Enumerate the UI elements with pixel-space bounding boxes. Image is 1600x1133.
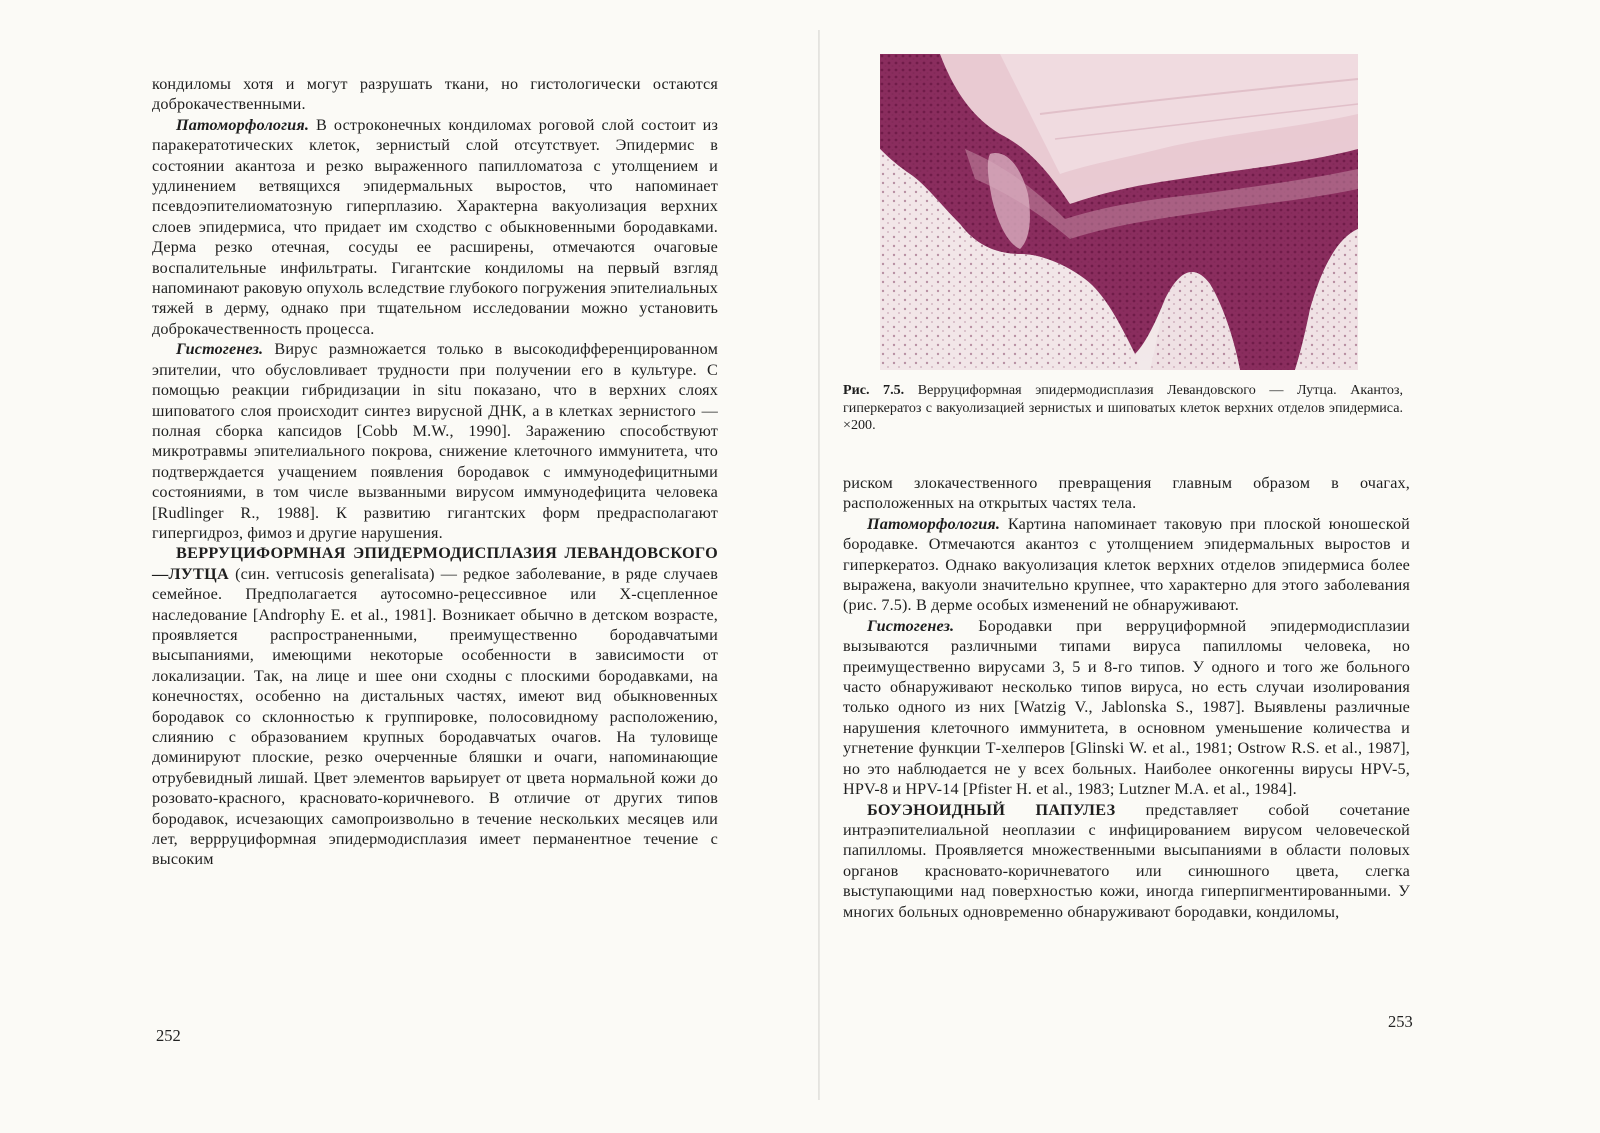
paragraph <box>152 74 718 115</box>
paragraph <box>843 616 1410 800</box>
paragraph <box>843 514 1410 616</box>
figure-label: Рис. 7.5. <box>843 382 905 398</box>
left-page-text <box>152 74 718 870</box>
paragraph <box>843 800 1410 922</box>
paragraph-text: Вирус размножается только в высокодифференцированном эпителии, что обусловливает трудности при получении его в культуре. С помощью реакции гибридизации in situ показано, что в верхних слоях шиповатого слоя происходит синтез вирусной ДНК, а в клетках зернистого — полная сборка капсидов [Cobb M.W., 1990]. Заражению способствуют микротравмы эпителиального покрова, снижение клеточного иммунитета, что подтверждается учащением появления бородавок с иммунодефицитными состояниями, в том числе вызванными вирусом иммунодефицита человека [Rudlinger R., 1988]. К развитию гигантских форм предрасполагают гипергидроз, фимоз и другие нарушения. <box>152 340 718 542</box>
runin-heading: Гистогенез. <box>176 340 264 359</box>
right-page-text <box>843 473 1410 922</box>
right-page <box>820 0 1600 1133</box>
paragraph <box>843 473 1410 514</box>
runin-heading: Патоморфология. <box>867 514 1001 533</box>
paragraph-text: Бородавки при верруциформной эпидермодисплазии вызываются различными типами вируса папилломы человека, но преимущественно вирусами 3, 5 и 8-го типов. У одного и того же больного часто обнаруживают несколько типов вируса, но есть случаи изолирования только одного из них [Watzig V., Jablonska S., 1987]. Выявлены различные нарушения клеточного иммунитета, в основном уменьшение количества и угнетение функции Т-хелперов [Glinski W. et al., 1981; Ostrow R.S. et al., 1987], но это наблюдается не у всех больных. Наиболее онкогенны вирусы HPV-5, HPV-8 и HPV-14 [Pfister H. et al., 1983; Lutzner M.A. et al., 1984]. <box>843 616 1410 799</box>
figure-caption <box>843 382 1403 435</box>
paragraph-text: Картина напоминает таковую при плоской юношеской бородавке. Отмечаются акантоз с утолщением эпидермальных выростов и гиперкератоз. Однако вакуолизация клеток верхних отделов эпидермиса более выражена, вакуоли значительно крупнее, что характерно для этого заболевания (рис. 7.5). В дерме особых изменений не обнаруживают. <box>843 514 1410 615</box>
micrograph-illustration <box>880 54 1358 370</box>
page-number: 252 <box>156 1026 181 1045</box>
section-heading: БОУЭНОИДНЫЙ ПАПУЛЕЗ <box>867 800 1116 819</box>
page-number: 253 <box>1388 1012 1413 1031</box>
paragraph-text: представляет собой сочетание интраэпителиальной неоплазии с инфицированием вирусом человеческой папилломы. Проявляется множественными высыпаниями в области половых органов красновато-коричневатого или синюшного цвета, слегка выступающими над поверхностью кожи, иногда гиперпигментированными. У многих больных одновременно обнаруживают бородавки, кондиломы, <box>843 800 1411 921</box>
paragraph-text: В остроконечных кондиломах роговой слой состоит из паракератотических клеток, зернистый слой отсутствует. Эпидермис в состоянии акантоза и резко выраженного папилломатоза с утолщением и удлинением ветвящихся эпидермальных выростов, что напоминает псевдоэпителиоматозную гиперплазию. Характерна вакуолизация верхних слоев эпидермиса, что придает им сходство с обыкновенными бородавками. Дерма резко отечная, сосуды ее расширены, отмечаются очаговые воспалительные инфильтраты. Гигантские кондиломы на первый взгляд напоминают раковую опухоль вследствие глубокого погружения эпителиальных тяжей в дерму, однако при тщательном исследовании можно установить доброкачественность процесса. <box>152 115 718 338</box>
paragraph <box>152 115 718 339</box>
runin-heading: Гистогенез. <box>867 616 955 635</box>
section-heading: ВЕРРУЦИФОРМНАЯ ЭПИДЕРМОДИСПЛАЗИЯ ЛЕВАНДОВСКОГО—ЛУТЦА <box>152 544 718 583</box>
paragraph-text: (син. verrucosis generalisata) — редкое заболевание, в ряде случаев семейное. Предполагается аутосомно-рецессивное или Х-сцепленное наследование [Androphy E. et al., 1981]. Возникает обычно в детском возрасте, проявляется распространенными, преимущественно бородавчатыми высыпаниями, имеющими некоторые особенности в зависимости от локализации. Так, на лице и шее они сходны с плоскими бородавками, на конечностях, особенно на дистальных частях, имеют вид обыкновенных бородавок со склонностью к группировке, полосовидному расположению, слиянию с образованием крупных бородавчатых очагов. На туловище доминируют плоские, резко очерченные бляшки и очаги, напоминающие отрубевидный лишай. Цвет элементов варьирует от цвета нормальной кожи до розовато-красного, красновато-коричневого. В отличие от других типов бородавок, исчезающих самопроизвольно в течение нескольких месяцев или лет, веррруциформная эпидермодисплазия имеет перманентное течение с высоким <box>152 564 718 869</box>
paragraph-text: риском злокачественного превращения главным образом в очагах, расположенных на открытых частях тела. <box>843 474 1410 513</box>
paragraph <box>152 543 718 870</box>
paragraph <box>152 339 718 543</box>
histology-micrograph <box>880 54 1358 370</box>
paragraph-text: кондиломы хотя и могут разрушать ткани, но гистологически остаются доброкачественными. <box>152 75 718 114</box>
runin-heading: Патоморфология. <box>176 115 310 134</box>
figure-caption-text: Верруциформная эпидермодисплазия Левандовского — Лутца. Акантоз, гиперкератоз с вакуолизацией зернистых и шиповатых клеток верхних отделов эпидермиса. ×200. <box>843 382 1403 434</box>
